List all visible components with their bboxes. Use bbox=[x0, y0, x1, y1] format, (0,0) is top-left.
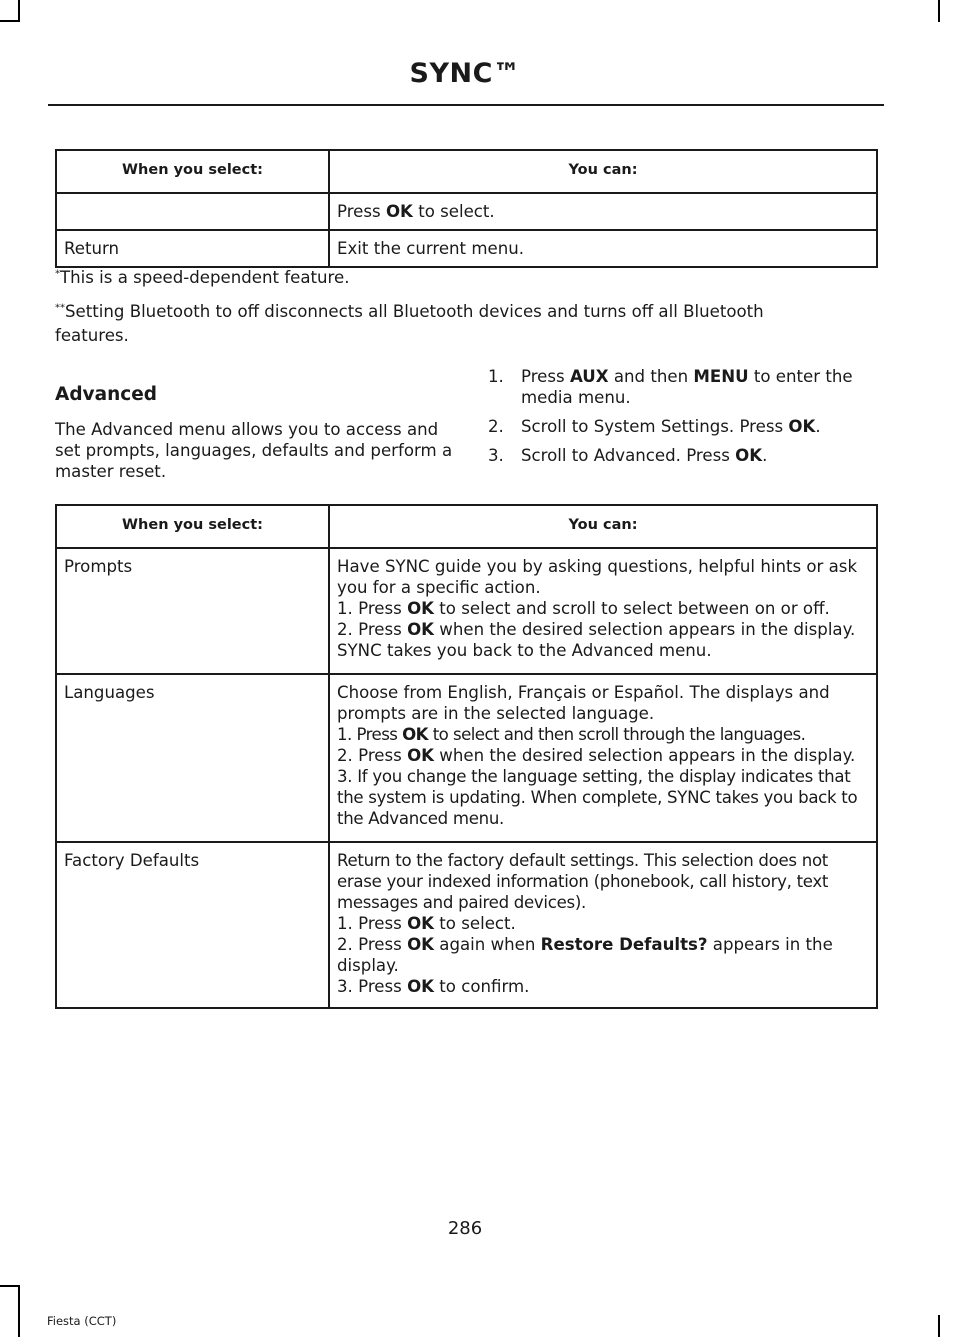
crop-mark-br bbox=[938, 1315, 940, 1337]
edition-label: Fiesta (CCT) bbox=[47, 1314, 117, 1328]
cell-can: Choose from English, Français or Español. The displays and prompts are in the selected language. 1. Press OK to select and then scroll through the languages. 2. Press OK when the desired selection appears in the display. 3. If you change the language setting, the display indicates that the system is updating. When complete, SYNC takes you back to the Advanced menu. bbox=[329, 674, 877, 842]
col-header-select: When you select: bbox=[56, 505, 329, 548]
crop-mark-bl-v bbox=[18, 1285, 20, 1337]
cell-select: Return bbox=[56, 230, 329, 267]
cell-can: Exit the current menu. bbox=[329, 230, 877, 267]
footnote-speed: *This is a speed-dependent feature. bbox=[55, 268, 350, 287]
col-header-select: When you select: bbox=[56, 150, 329, 193]
col-header-can: You can: bbox=[329, 150, 877, 193]
page-title: SYNC™ bbox=[409, 58, 521, 89]
cell-can: Have SYNC guide you by asking questions, helpful hints or ask you for a specific action. 1. Press OK to select and scroll to select between on or off. 2. Press OK when the desired selection appears in the display. SYNC takes you back to the Advanced menu. bbox=[329, 548, 877, 674]
table-sync-settings bbox=[55, 149, 878, 268]
step-item: 1. Press AUX and then MENU to enter the media menu. bbox=[488, 367, 853, 407]
cell-select: Languages bbox=[56, 674, 329, 842]
advanced-steps bbox=[488, 366, 878, 474]
table-row bbox=[56, 230, 877, 267]
crop-mark-tl-v bbox=[18, 0, 20, 22]
page-number: 286 bbox=[447, 1218, 483, 1239]
header-rule bbox=[48, 104, 884, 106]
table-advanced-menu bbox=[55, 504, 878, 1009]
col-header-can: You can: bbox=[329, 505, 877, 548]
crop-mark-bl-h bbox=[0, 1285, 20, 1287]
table-header-row bbox=[56, 150, 877, 193]
crop-mark-tr bbox=[938, 0, 940, 22]
step-item: 3. Scroll to Advanced. Press OK. bbox=[488, 446, 768, 465]
section-heading-advanced: Advanced bbox=[55, 384, 158, 405]
crop-mark-tl-h bbox=[0, 20, 20, 22]
cell-select bbox=[56, 193, 329, 230]
footnote-bluetooth: **Setting Bluetooth to off disconnects all Bluetooth devices and turns off all Bluetooth features. bbox=[55, 302, 764, 345]
cell-can: Press OK to select. bbox=[329, 193, 877, 230]
advanced-description: The Advanced menu allows you to access and set prompts, languages, defaults and perform a master reset. bbox=[55, 420, 453, 481]
cell-select: Prompts bbox=[56, 548, 329, 674]
cell-select: Factory Defaults bbox=[56, 842, 329, 1008]
cell-can: Return to the factory default settings. This selection does not erase your indexed information (phonebook, call history, text messages and paired devices). 1. Press OK to select. 2. Press OK again when Restore Defaults? appears in the display. 3. Press OK to confirm. bbox=[329, 842, 877, 1008]
table-row-prompts bbox=[56, 548, 877, 674]
table-row bbox=[56, 193, 877, 230]
table-row-factory-defaults bbox=[56, 842, 877, 1008]
table-header-row bbox=[56, 505, 877, 548]
step-item: 2. Scroll to System Settings. Press OK. bbox=[488, 417, 821, 436]
table-row-languages bbox=[56, 674, 877, 842]
